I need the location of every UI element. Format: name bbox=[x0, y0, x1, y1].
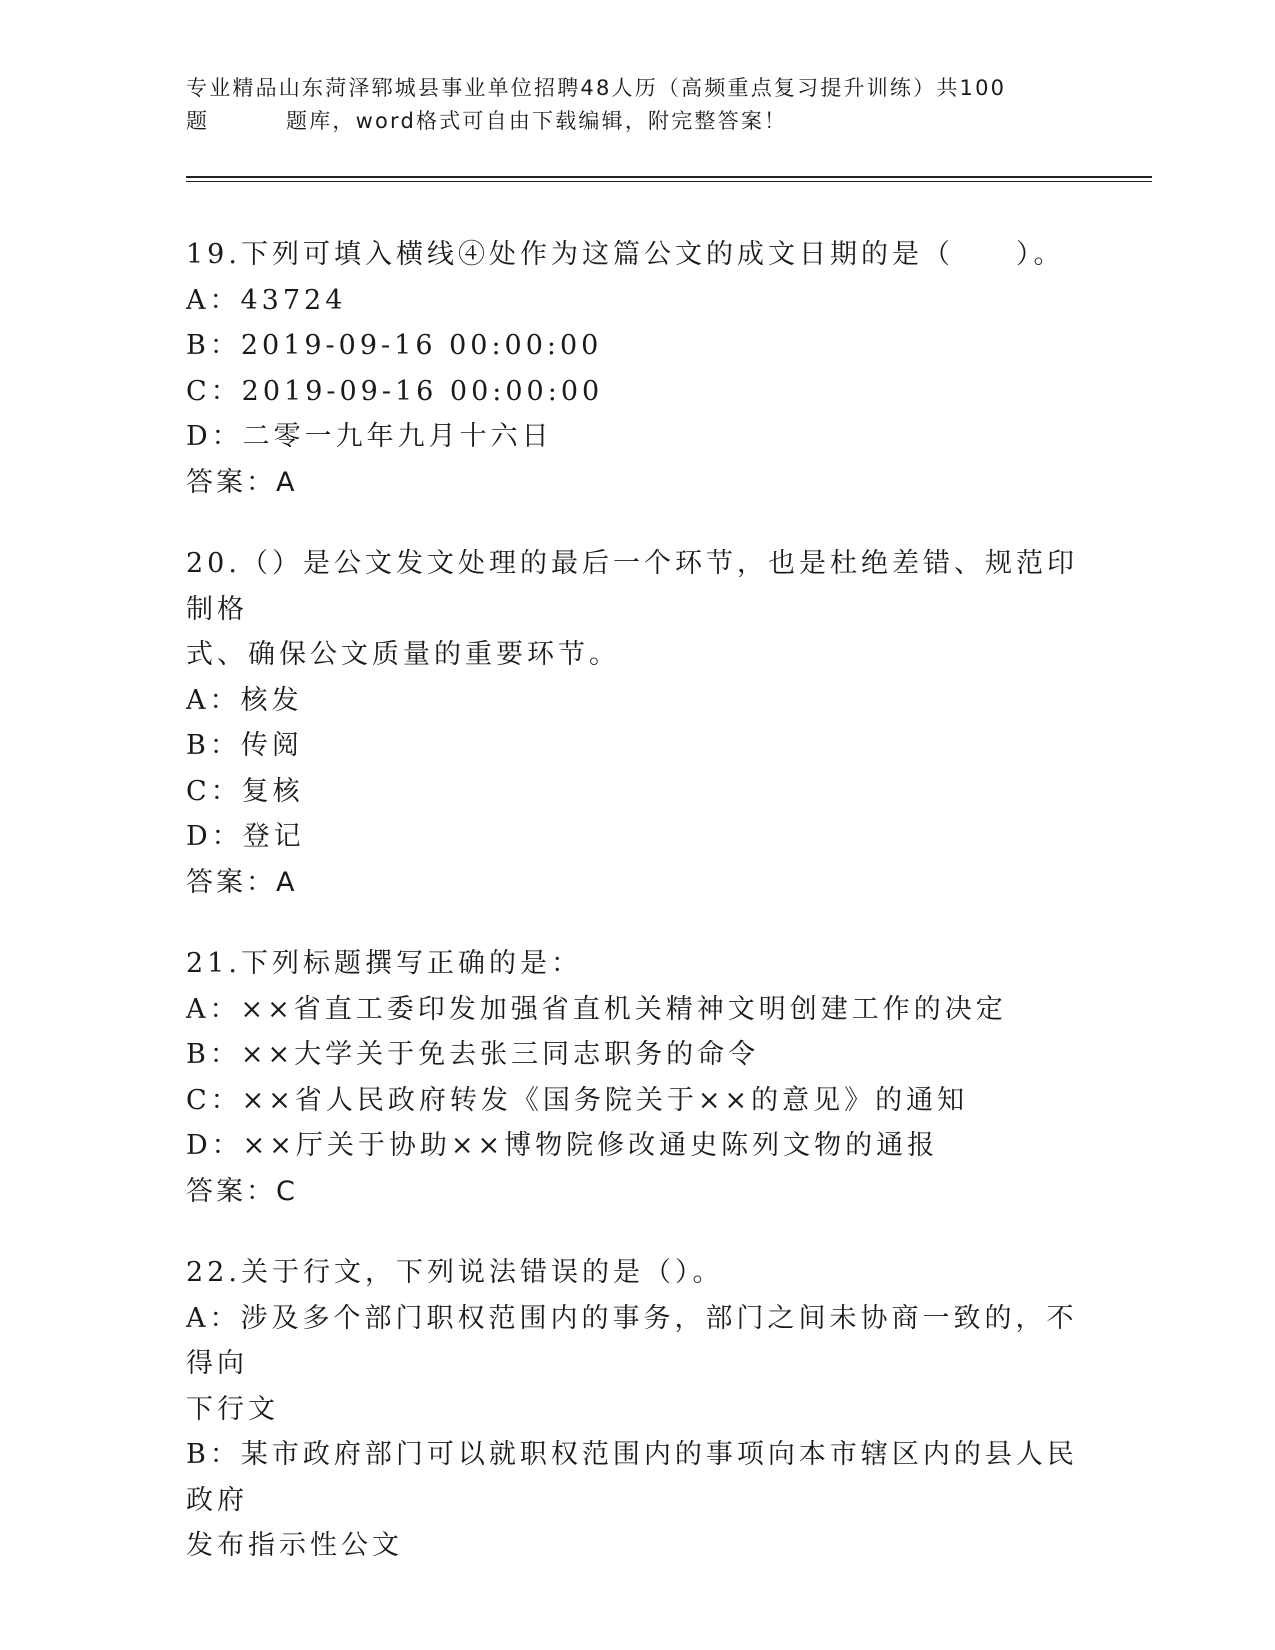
answer-option: B：2019-09-16 00:00:00 bbox=[186, 330, 603, 361]
question-stem: 20.（）是公文发文处理的最后一个环节，也是杜绝差错、规范印制格 bbox=[186, 548, 1078, 625]
answer-option: A：涉及多个部门职权范围内的事务，部门之间未协商一致的，不得向 bbox=[186, 1302, 1078, 1379]
answer-option: C：2019-09-16 00:00:00 bbox=[186, 375, 604, 407]
answer-key: 答案：A bbox=[186, 866, 298, 898]
question-block bbox=[186, 1250, 1086, 1569]
answer-option: 发布指示性公文 bbox=[186, 1530, 403, 1561]
question-stem: 21.下列标题撰写正确的是： bbox=[186, 948, 582, 979]
header-title-line-1: 专业精品山东菏泽郓城县事业单位招聘48人历（高频重点复习提升训练）共100 bbox=[186, 76, 1007, 100]
answer-option: B：××大学关于免去张三同志职务的命令 bbox=[186, 1039, 760, 1070]
answer-option: B：传阅 bbox=[186, 730, 303, 761]
answer-option: 下行文 bbox=[186, 1393, 279, 1425]
answer-option: B：某市政府部门可以就职权范围内的事项向本市辖区内的县人民政府 bbox=[186, 1439, 1078, 1516]
question-stem: 式、确保公文质量的重要环节。 bbox=[186, 639, 620, 670]
answer-option: D：二零一九年九月十六日 bbox=[186, 421, 553, 452]
question-block bbox=[186, 232, 1086, 505]
answer-option: D：××厅关于协助××博物院修改通史陈列文物的通报 bbox=[186, 1130, 939, 1161]
answer-option: A：核发 bbox=[186, 684, 303, 716]
header-divider-thick bbox=[186, 176, 1152, 178]
answer-key: 答案：C bbox=[186, 1175, 298, 1207]
header-title-line-2 bbox=[186, 105, 1066, 138]
answer-option: A：43724 bbox=[186, 284, 347, 316]
question-stem: 19.下列可填入横线④处作为这篇公文的成文日期的是（ ）。 bbox=[186, 239, 1065, 270]
header-title-fragment: 题 bbox=[186, 109, 210, 133]
answer-option: C：××省人民政府转发《国务院关于××的意见》的通知 bbox=[186, 1084, 969, 1116]
answer-key: 答案：A bbox=[186, 466, 298, 498]
header-subtitle: 题库，word格式可自由下载编辑，附完整答案！ bbox=[286, 109, 788, 133]
answer-option: D：登记 bbox=[186, 821, 305, 852]
header-divider-thin bbox=[186, 181, 1152, 182]
question-block bbox=[186, 941, 1086, 1214]
answer-option: A：××省直工委印发加强省直机关精神文明创建工作的决定 bbox=[186, 993, 1007, 1025]
question-list bbox=[186, 232, 1086, 1605]
document-header bbox=[186, 72, 1066, 138]
question-stem: 22.关于行文，下列说法错误的是（）。 bbox=[186, 1257, 724, 1288]
question-block bbox=[186, 541, 1086, 905]
answer-option: C：复核 bbox=[186, 775, 304, 807]
